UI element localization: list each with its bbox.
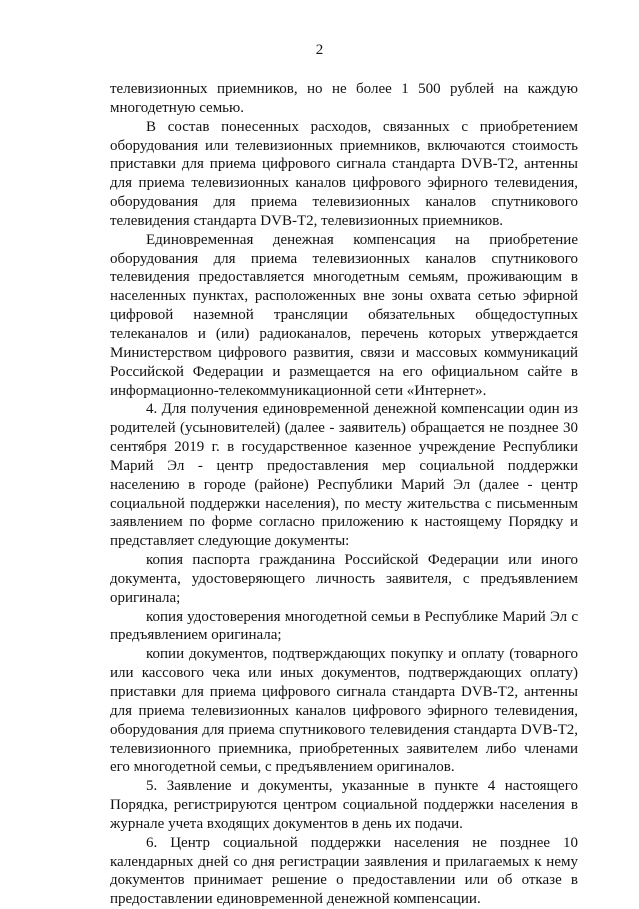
paragraph-item-4: 4. Для получения единовременной денежной компенсации один из родителей (усыновителей) (далее - заявитель) обращается не позднее 30 сентября 2019 г. в государственное казенное учреждение Республики Марий Эл - центр предоставления мер социальной поддержки населению в городе (районе) Республики Марий Эл (далее - центр социальной поддержки населения), по месту жительства с письменным заявлением по форме согласно приложению к настоящему Порядку и представляет следующие документы: [110,401,578,550]
paragraph-item-5: 5. Заявление и документы, указанные в пункте 4 настоящего Порядка, регистрируются центром социальной поддержки населения в журнале учета входящих документов в день их подачи. [110,778,578,832]
paragraph-expenses-composition: В состав понесенных расходов, связанных с приобретением оборудования или телевизионных приемников, включаются стоимость приставки для приема цифрового сигнала стандарта DVB-T2, антенны для приема телевизионных каналов цифрового эфирного телевидения, оборудования для приема телевизионных каналов спутникового телевидения стандарта DVB-T2, телевизионных приемников. [110,118,578,229]
paragraph-satellite-compensation: Единовременная денежная компенсация на приобретение оборудования для приема телевизионных каналов спутникового телевидения предоставляется многодетным семьям, проживающим в населенных пунктах, расположенных вне зоны охвата сетью эфирной цифровой наземной трансляции обязательных общедоступных телеканалов и (или) радиоканалов, перечень которых утверждается Министерством цифрового развития, связи и массовых коммуникаций Российской Федерации и размещается на его официальном сайте в информационно-телекоммуникационной сети «Интернет». [110,231,578,399]
document-list-item-certificate: копия удостоверения многодетной семьи в Республике Марий Эл с предъявлением оригинала; [110,608,578,644]
document-list-item-passport: копия паспорта гражданина Российской Федерации или иного документа, удостоверяющего личность заявителя, с предъявлением оригинала; [110,552,578,606]
page-number: 2 [315,42,324,58]
document-body [110,80,578,909]
document-list-item-receipts: копии документов, подтверждающих покупку и оплату (товарного или кассового чека или иных документов, подтверждающих оплату) приставки для приема цифрового сигнала стандарта DVB-T2, антенны для приема телевизионных каналов цифрового эфирного телевидения, оборудования для приема спутникового телевидения стандарта DVB-T2, телевизионного приемника, приобретенных заявителем либо членами его многодетной семьи, с предъявлением оригиналов. [110,646,578,776]
paragraph-item-6: 6. Центр социальной поддержки населения не позднее 10 календарных дней со дня регистрации заявления и прилагаемых к нему документов принимает решение о предоставлении или об отказе в предоставлении единовременной денежной компенсации. [110,834,578,908]
paragraph-continuation: телевизионных приемников, но не более 1 500 рублей на каждую многодетную семью. [110,81,578,116]
